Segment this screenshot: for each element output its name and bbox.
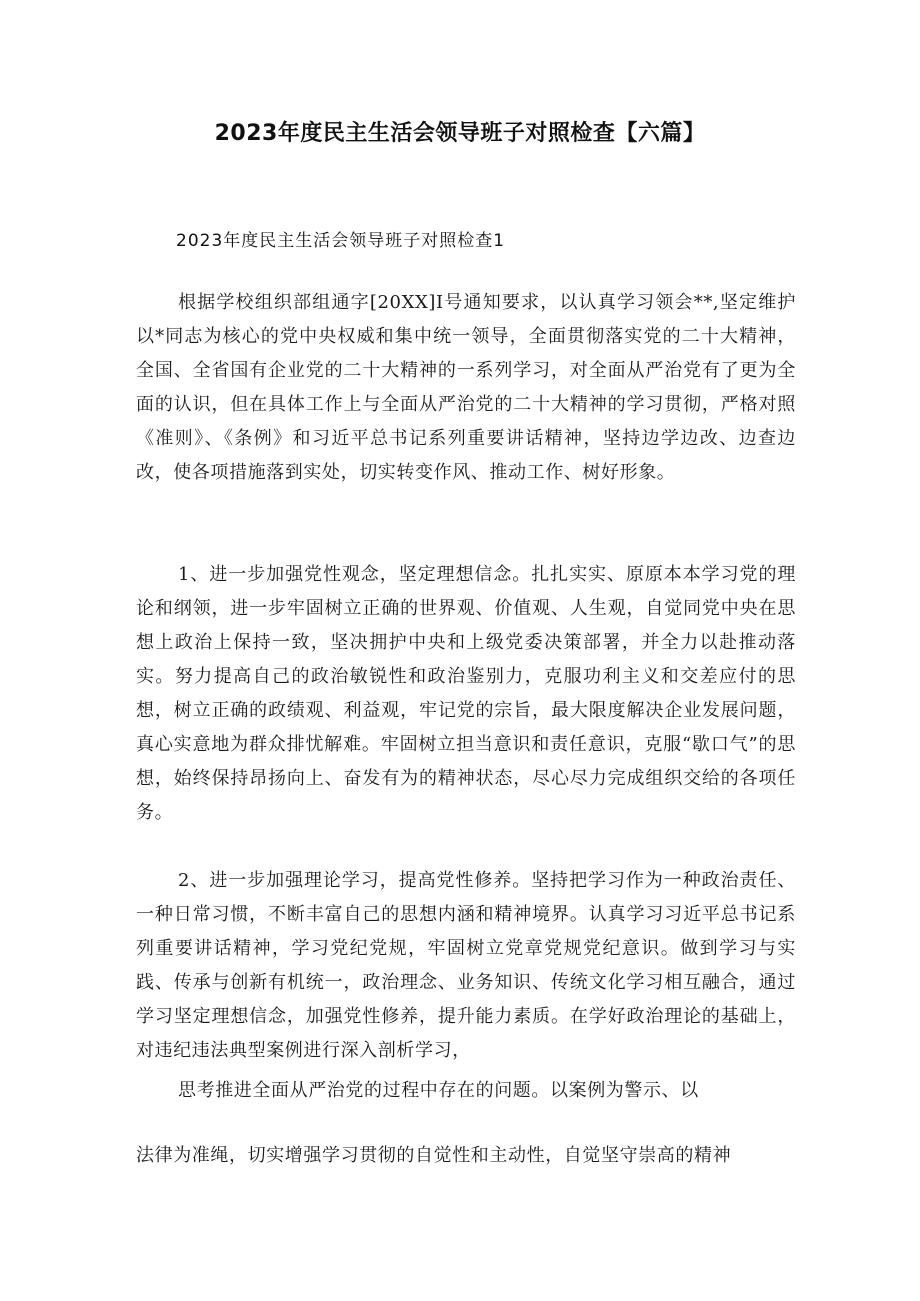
section-heading: 2023年度民主生活会领导班子对照检查1: [176, 231, 506, 251]
document-title: 2023年度民主生活会领导班子对照检查【六篇】: [214, 121, 706, 146]
paragraph-continuation: 思考推进全面从严治党的过程中存在的问题。以案例为警示、以: [178, 1080, 699, 1101]
paragraph-item-1: 1、进一步加强党性观念，坚定理想信念。扎扎实实、原原本本学习党的理论和纲领，进一步牢固树立正确的世界观、价值观、人生观，自觉同党中央在思想上政治上保持一致，坚决拥护中央和上级党委决策部署，并全力以赴推动落实。努力提高自己的政治敏锐性和政治鉴别力，克服功利主义和交差应付的思想，树立正确的政绩观、利益观，牢记党的宗旨，最大限度解决企业发展问题，真心实意地为群众排忧解难。牢固树立担当意识和责任意识，克服“歇口气”的思想，始终保持昂扬向上、奋发有为的精神状态，尽心尽力完成组织交给的各项任务。: [136, 564, 796, 823]
paragraph-continuation-next: 法律为准绳，切实增强学习贯彻的自觉性和主动性，自觉坚守崇高的精神: [136, 1145, 732, 1166]
paragraph-intro: 根据学校组织部组通字[20XX]I号通知要求，以认真学习领会**,坚定维护以*同志为核心的党中央权威和集中统一领导，全面贯彻落实党的二十大精神，全国、全省国有企业党的二十大精神的一系列学习，对全面从严治党有了更为全面的认识，但在具体工作上与全面从严治党的二十大精神的学习贯彻，严格对照《准则》、《条例》和习近平总书记系列重要讲话精神，坚持边学边改、边查边改，使各项措施落到实处，切实转变作风、推动工作、树好形象。: [136, 292, 796, 483]
paragraph-item-2: 2、进一步加强理论学习，提高党性修养。坚持把学习作为一种政治责任、一种日常习惯，不断丰富自己的思想内涵和精神境界。认真学习习近平总书记系列重要讲话精神，学习党纪党规，牢固树立党章党规党纪意识。做到学习与实践、传承与创新有机统一，政治理念、业务知识、传统文化学习相互融合，通过学习坚定理想信念，加强党性修养，提升能力素质。在学好政治理论的基础上，对违纪违法典型案例进行深入剖析学习，: [136, 870, 796, 1061]
